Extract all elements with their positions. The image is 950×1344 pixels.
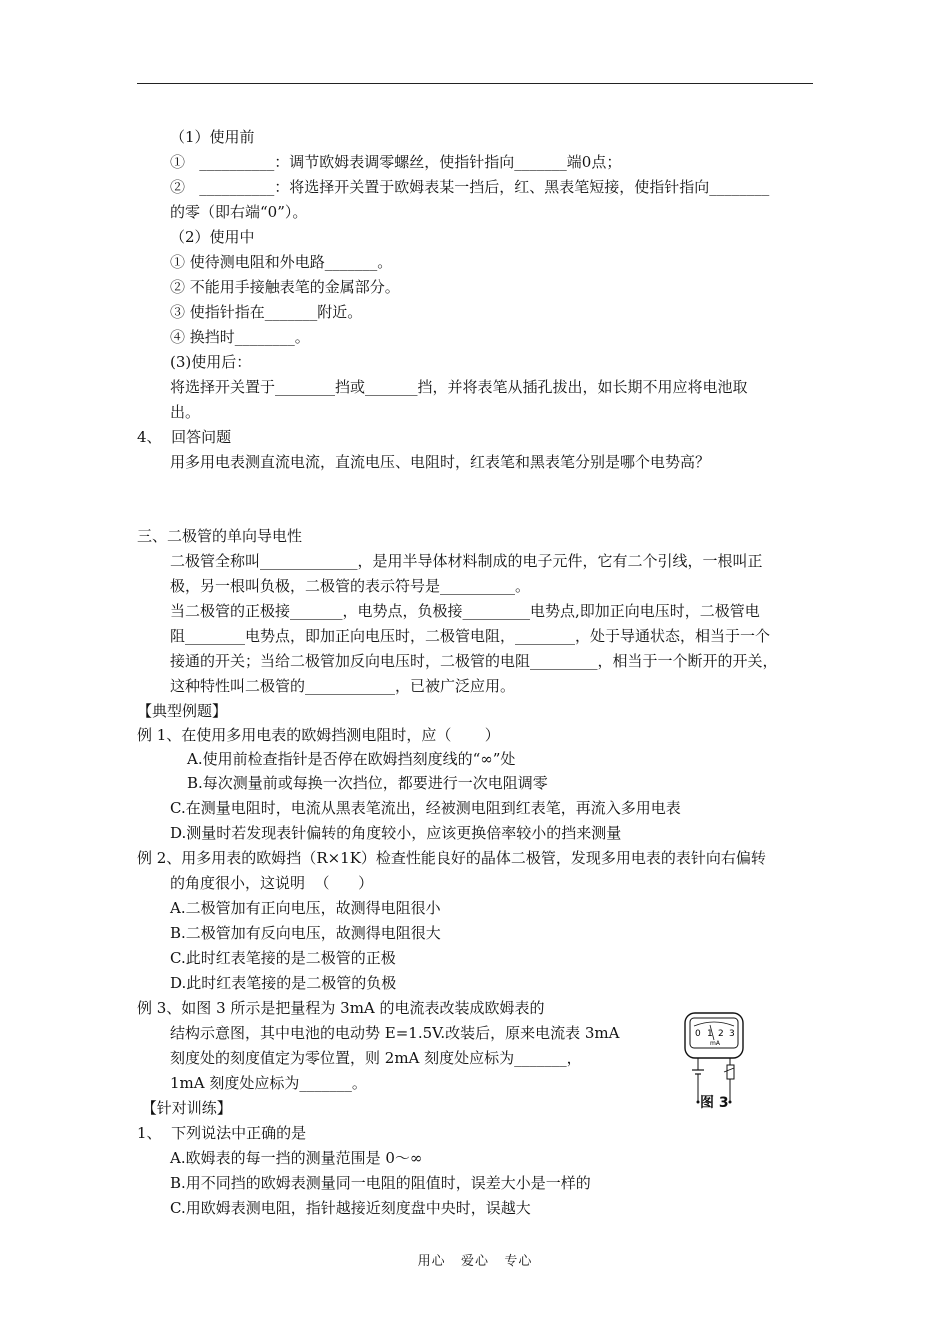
text-line-21: 这种特性叫二极管的____________，已被广泛应用。: [170, 677, 516, 695]
text-line-27: D.测量时若发现表针偏转的角度较小，应该更换倍率较小的挡来测量: [170, 824, 622, 842]
text-line-36: 刻度处的刻度值定为零位置，则 2mA 刻度处应标为_______，: [170, 1049, 582, 1067]
text-line-4: 的零（即右端“0”）。: [170, 203, 308, 221]
text-line-18: 当二极管的正极接_______，电势点，负极接_________电势点,即加正向电压时，二极管电: [170, 602, 760, 620]
text-line-28: 例 2、用多用表的欧姆挡（R×1K）检查性能良好的晶体二极管，发现多用电表的表针向右偏转: [137, 849, 766, 867]
text-line-3: ② __________：将选择开关置于欧姆表某一挡后，红、黑表笔短接，使指针指向________: [170, 178, 770, 196]
text-line-30: A.二极管加有正向电压，故测得电阻很小: [170, 899, 441, 917]
text-line-38: 【针对训练】: [137, 1099, 232, 1117]
text-line-42: C.用欧姆表测电阻，指针越接近刻度盘中央时，误越大: [170, 1199, 531, 1217]
scale-label-3: 3: [729, 1029, 735, 1039]
text-line-39: 1、 下列说法中正确的是: [137, 1124, 307, 1142]
text-line-2: ① __________：调节欧姆表调零螺丝，使指针指向_______端0点；: [170, 153, 622, 171]
text-line-35: 结构示意图，其中电池的电动势 E=1.5V.改装后，原来电流表 3mA: [170, 1024, 620, 1042]
text-line-24: A.使用前检查指针是否停在欧姆挡刻度线的“∞”处: [187, 750, 516, 768]
text-line-32: C.此时红表笔接的是二极管的正极: [170, 949, 396, 967]
scale-label-0: 0: [695, 1029, 701, 1039]
text-line-25: B.每次测量前或每换一次挡位，都要进行一次电阻调零: [187, 774, 548, 792]
text-line-22: 【典型例题】: [137, 702, 228, 720]
text-line-12: 出。: [170, 403, 201, 421]
text-line-15: 三、二极管的单向导电性: [137, 527, 303, 545]
text-line-8: ③ 使指针指在_______附近。: [170, 303, 363, 321]
text-line-40: A.欧姆表的每一挡的测量范围是 0～∞: [170, 1149, 423, 1167]
text-line-33: D.此时红表笔接的是二极管的负极: [170, 974, 397, 992]
text-line-29: 的角度很小，这说明 （ ）: [170, 874, 374, 892]
text-line-41: B.用不同挡的欧姆表测量同一电阻的阻值时，误差大小是一样的: [170, 1174, 591, 1192]
scale-label-2: 2: [718, 1029, 724, 1039]
text-line-14: 用多用电表测直流电流，直流电压、电阻时，红表笔和黑表笔分别是哪个电势高？: [170, 453, 711, 471]
text-line-10: (3)使用后：: [170, 353, 252, 371]
text-line-31: B.二极管加有反向电压，故测得电阻很大: [170, 924, 441, 942]
text-line-7: ② 不能用手接触表笔的金属部分。: [170, 278, 400, 296]
text-line-20: 接通的开关；当给二极管加反向电压时，二极管的电阻_________，相当于一个断开的开关，: [170, 652, 778, 670]
text-line-34: 例 3、如图 3 所示是把量程为 3mA 的电流表改装成欧姆表的: [137, 999, 545, 1017]
text-line-16: 二极管全称叫_____________，是用半导体材料制成的电子元件，它有二个引线，一根叫正: [170, 552, 763, 570]
text-line-23: 例 1、在使用多用电表的欧姆挡测电阻时，应（ ）: [137, 726, 500, 744]
text-line-11: 将选择开关置于________挡或_______挡，并将表笔从插孔拔出，如长期不用应将电池取: [170, 378, 748, 396]
text-line-5: （2）使用中: [170, 228, 255, 246]
header-rule: [137, 83, 813, 84]
page-footer: 用心 爱心 专心: [417, 1254, 533, 1269]
text-line-6: ① 使待测电阻和外电路_______。: [170, 253, 393, 271]
text-line-13: 4、 回答问题: [137, 428, 232, 446]
scale-label-1: 1: [707, 1029, 713, 1039]
figure-caption: 图 3: [700, 1095, 729, 1111]
text-line-9: ④ 换挡时________。: [170, 328, 310, 346]
text-line-37: 1mA 刻度处应标为_______。: [170, 1074, 367, 1092]
text-line-17: 极，另一根叫负极，二极管的表示符号是__________。: [170, 577, 531, 595]
unit-label: mA: [710, 1040, 720, 1047]
text-line-26: C.在测量电阻时，电流从黑表笔流出，经被测电阻到红表笔，再流入多用电表: [170, 799, 681, 817]
text-line-1: （1）使用前: [170, 128, 255, 146]
text-line-19: 阻________电势点，即加正向电压时，二极管电阻，________，处于导通状态，相当于一个: [170, 627, 771, 645]
